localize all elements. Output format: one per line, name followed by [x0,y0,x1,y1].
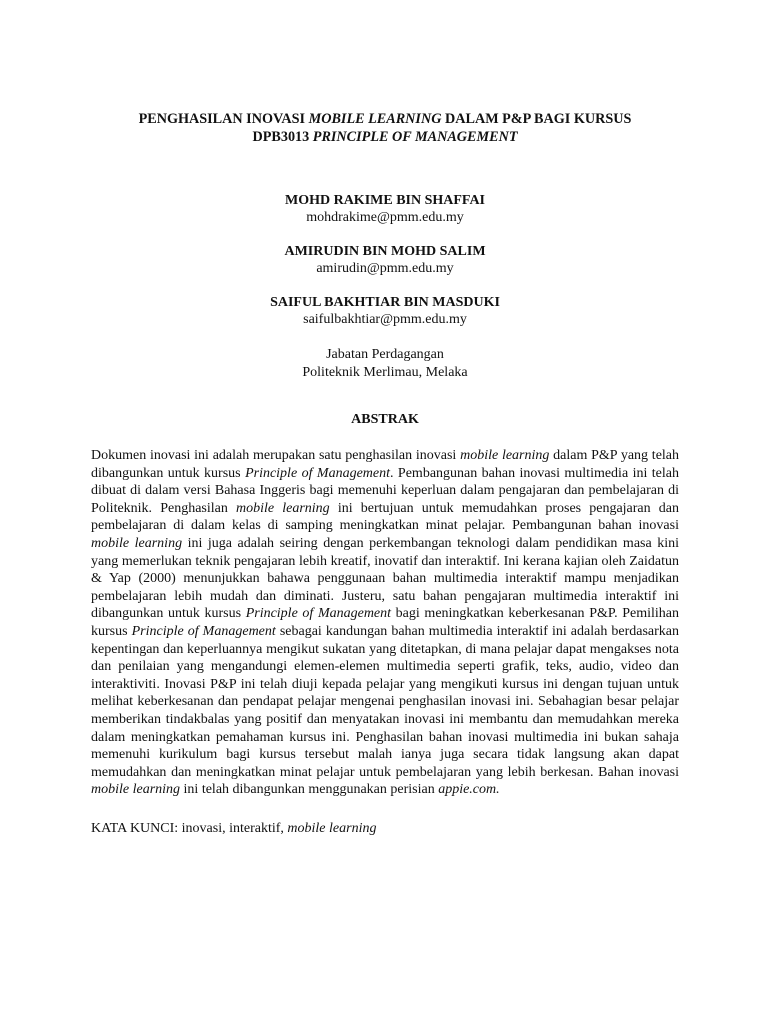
abstract-heading: ABSTRAK [351,412,419,427]
affiliation-department: Jabatan Perdagangan [326,347,444,362]
paper-title [91,110,679,146]
author-name: SAIFUL BAKHTIAR BIN MASDUKI [270,295,500,310]
paper-page [91,110,679,837]
affiliation-institution: Politeknik Merlimau, Melaka [302,364,468,380]
affiliation [91,346,679,381]
author-name: AMIRUDIN BIN MOHD SALIM [284,244,486,259]
keywords: KATA KUNCI: inovasi, interaktif, mobile learning [91,820,377,836]
title-line2: DPB3013 PRINCIPLE OF MANAGEMENT [252,129,518,145]
author-email: mohdrakime@pmm.edu.my [306,210,464,225]
author-block [91,294,679,328]
author-email: amirudin@pmm.edu.my [316,261,454,276]
author-block [91,243,679,277]
title-line1: PENGHASILAN INOVASI MOBILE LEARNING DALAM P&P BAGI KURSUS [138,111,632,127]
author-block [91,192,679,226]
author-email: saifulbakhtiar@pmm.edu.my [303,312,467,327]
author-list [91,192,679,328]
abstract-body: Dokumen inovasi ini adalah merupakan satu penghasilan inovasi mobile learning dalam P&P yang telah dibangunkan untuk kursus Principle of Management. Pembangunan bahan inovasi multimedia ini telah dibuat di dalam versi Bahasa Inggeris bagi memenuhi keperluan dalam pengajaran dan pembelajaran di Politeknik. Penghasilan mobile learning ini bertujuan untuk memudahkan proses pengajaran dan pembelajaran di dalam kelas di samping meningkatkan minat pelajar. Pembangunan bahan inovasi mobile learning ini juga adalah seiring dengan perkembangan teknologi dalam pendidikan masa kini yang memerlukan teknik pengajaran lebih kreatif, inovatif dan interaktif. Ini kerana kajian oleh Zaidatun & Yap (2000) menunjukkan bahawa penggunaan bahan multimedia interaktif mampu menjadikan pembelajaran lebih mudah dan diminati. Justeru, satu bahan pengajaran multimedia interaktif ini dibangunkan untuk kursus Principle of Management bagi meningkatkan keberkesanan P&P. Pemilihan kursus Principle of Management sebagai kandungan bahan multimedia interaktif ini adalah berdasarkan kepentingan dan keperluannya mengikut sukatan yang ditetapkan, di mana pelajar dapat mengakses nota dan penilaian yang mengandungi elemen-elemen multimedia seperti grafik, teks, audio, video dan interaktiviti. Inovasi P&P ini telah diuji kepada pelajar yang mengikuti kursus ini dengan tujuan untuk melihat keberkesanan dan pendapat pelajar mengenai penghasilan inovasi ini. Sebahagian besar pelajar memberikan tindakbalas yang positif dan menyatakan inovasi ini membantu dan memudahkan mereka dalam meningkatkan pemahaman kursus ini. Penghasilan bahan inovasi multimedia ini bukan sahaja memenuhi kurikulum bagi kursus tersebut malah ianya juga secara tidak langsung akan dapat memudahkan dan meningkatkan minat pelajar untuk pembelajaran yang lebih berkesan. Bahan inovasi mobile learning ini telah dibangunkan menggunakan perisian appie.com. [91,448,680,798]
author-name: MOHD RAKIME BIN SHAFFAI [284,193,486,208]
